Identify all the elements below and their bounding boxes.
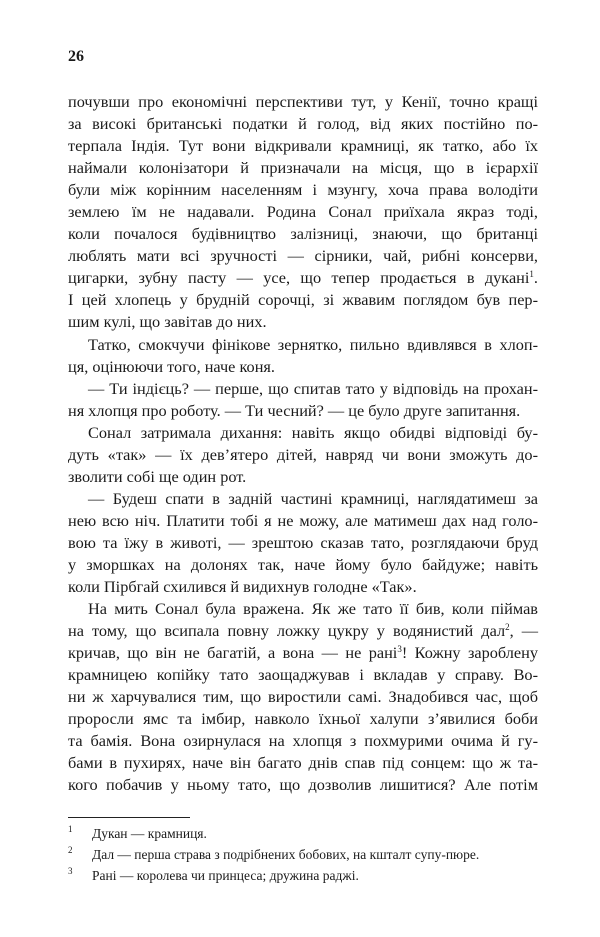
footnote-divider — [68, 817, 190, 818]
text-line: ни ж харчувалися тим, що виростили самі. Знадобився час, щоб — [68, 687, 538, 707]
text-line: були між корінним населенням і мзунгу, хоча права володіти — [68, 180, 538, 200]
paragraph — [68, 334, 538, 378]
text-line: за високі британські податки й голод, від яких постійно по- — [68, 114, 538, 134]
text-line: наймали колонізатори й призначали на місця, що в ієрархії — [68, 158, 538, 178]
text-line: шим кулі, що завітав до них. — [68, 312, 267, 332]
text-line: коли почалося будівництво залізниці, знаючи, що британці — [68, 224, 538, 244]
paragraph — [68, 91, 538, 334]
text-line: — Ти індієць? — перше, що спитав тато у відповідь на прохан- — [88, 378, 538, 398]
text-line: ця, оцінюючи того, наче коня. — [68, 356, 275, 376]
text-line: — Будеш спати в задній частині крамниці, наглядатимеш за — [88, 488, 538, 508]
line-text: , — — [509, 621, 538, 641]
text-line: Татко, смокчучи фінікове зернятко, пильно вдивлявся в хлоп- — [88, 334, 538, 354]
line-text: ! Кожну зароблену — [401, 643, 538, 663]
text-line: коли Пірбгай схилився й видихнув голодне «Так». — [68, 577, 417, 597]
line-text: на тому, що всипала повну ложку цукру у водянистий дал — [68, 621, 506, 641]
footnote — [68, 823, 479, 844]
text-line: люблять мати всі зручності — сірники, чай, рибні консерви, — [68, 246, 538, 266]
text-line — [68, 620, 538, 642]
footnote-ref: 3 — [397, 644, 402, 655]
page-number: 26 — [68, 48, 84, 65]
text-line: І цей хлопець у брудній сорочці, зі жвавим поглядом був пер- — [68, 290, 538, 310]
footnote — [68, 844, 479, 865]
text-line: зволити собі ще один рот. — [68, 466, 247, 486]
text-line: бами в пухирях, наче він багато днів спав під сонцем: що ж та- — [68, 753, 538, 773]
text-line: вою та їжу в животі, — зрештою сказав тато, розглядаючи бруд — [68, 532, 538, 552]
footnote-ref: 1 — [529, 269, 534, 280]
text-line — [68, 267, 538, 289]
paragraph — [68, 488, 538, 598]
text-line — [68, 642, 538, 664]
text-line: у зморшках на долонях так, наче йому було байдуже; навіть — [68, 554, 538, 574]
paragraph — [68, 378, 538, 422]
text-line: землею їм не надавали. Родина Сонал приїхала якраз тоді, — [68, 202, 538, 222]
footnotes — [68, 823, 479, 886]
line-text: . — [533, 268, 538, 288]
text-line: почувши про економічні перспективи тут, у Кенії, точно кращі — [68, 92, 538, 111]
footnote-number: 2 — [68, 845, 73, 855]
footnote-text: Дал — перша страва з подрібнених бобових, на кшталт супу-пюре. — [92, 847, 480, 862]
footnote-ref: 2 — [505, 622, 510, 633]
line-text: кричав, що він не багатій, а вона — не рані — [68, 643, 398, 663]
line-text: цигарки, зубну пасту — усе, що тепер продається в дукані — [68, 268, 530, 288]
footnote-number: 1 — [68, 824, 73, 834]
text-line: дуть «так» — їх дев’ятеро дітей, навряд чи вони зможуть до- — [68, 444, 538, 464]
body-text — [68, 91, 538, 797]
text-line: крамницею копійку тато заощаджував і вкладав у справу. Во- — [68, 665, 538, 685]
paragraph — [68, 422, 538, 488]
text-line: Сонал затримала дихання: навіть якщо обидві відповіді бу- — [88, 422, 538, 442]
text-line: проросли ямс та імбир, навколо їхньої халупи з’явилися боби — [68, 709, 538, 729]
paragraph — [68, 598, 538, 796]
footnote-text: Дукан — крамниця. — [92, 826, 207, 841]
text-line: нею всю ніч. Платити тобі я не можу, але матимеш дах над голо- — [68, 510, 538, 530]
footnote — [68, 865, 479, 886]
footnote-number: 3 — [68, 866, 73, 876]
text-line: кого побачив у ньому тато, що дозволив лишитися? Але потім — [68, 775, 538, 795]
text-line: На мить Сонал була вражена. Як же тато її бив, коли піймав — [88, 599, 538, 619]
text-line: ня хлопця про роботу. — Ти чесний? — це було друге запитання. — [68, 400, 521, 420]
text-line: терпала Індія. Тут вони відкривали крамниці, як татко, або їх — [68, 136, 538, 156]
footnote-text: Рані — королева чи принцеса; дружина раджі. — [92, 868, 359, 883]
text-line: та бамія. Вона озирнулася на хлопця з похмурими очима й гу- — [68, 731, 538, 751]
